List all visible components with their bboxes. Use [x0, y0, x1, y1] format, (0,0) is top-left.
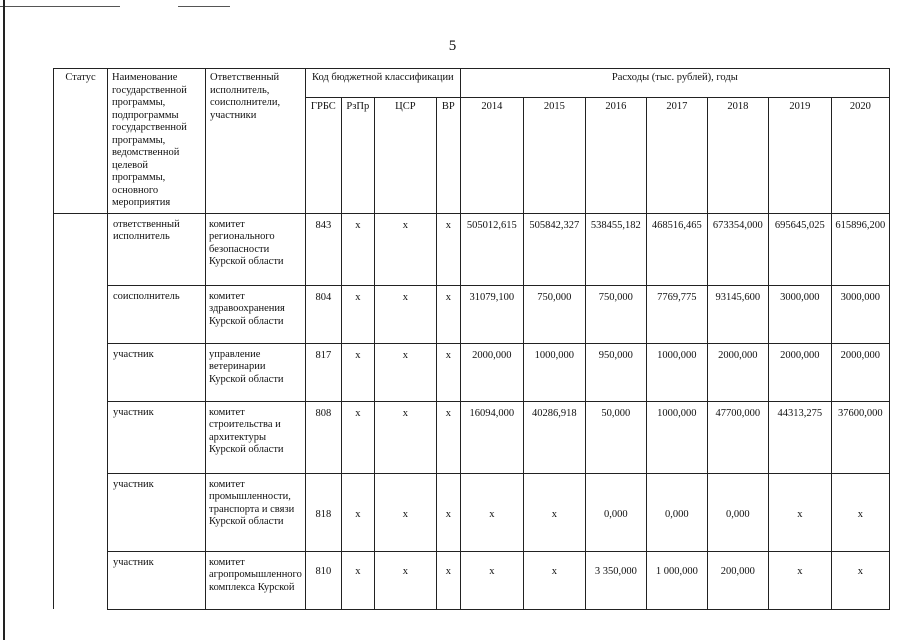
role-cell: участник: [108, 551, 206, 609]
header-csr: ЦСР: [374, 97, 436, 213]
table-row: [54, 343, 890, 401]
vr-cell: x: [436, 473, 460, 551]
header-expenses: Расходы (тыс. рублей), годы: [460, 69, 889, 98]
value-2017: 1000,000: [646, 401, 707, 473]
header-grbs: ГРБС: [305, 97, 341, 213]
grbs-cell: 804: [305, 285, 341, 343]
value-2016: 50,000: [585, 401, 646, 473]
grbs-cell: 843: [305, 213, 341, 285]
rzpr-cell: x: [341, 213, 374, 285]
header-rzpr: РзПр: [341, 97, 374, 213]
value-2016: 0,000: [585, 473, 646, 551]
table-row: [54, 551, 890, 609]
value-2018: 47700,000: [707, 401, 768, 473]
rzpr-cell: x: [341, 401, 374, 473]
value-2019: 44313,275: [768, 401, 831, 473]
csr-cell: x: [374, 213, 436, 285]
value-2015: x: [523, 551, 585, 609]
org-cell: комитет агропромышленного комплекса Курской: [206, 551, 306, 609]
csr-cell: x: [374, 401, 436, 473]
org-cell: комитет здравоохранения Курской области: [206, 285, 306, 343]
value-2015: 750,000: [523, 285, 585, 343]
role-cell: соисполнитель: [108, 285, 206, 343]
role-cell: ответственный исполнитель: [108, 213, 206, 285]
value-2014: 2000,000: [460, 343, 523, 401]
rzpr-cell: x: [341, 551, 374, 609]
vr-cell: x: [436, 285, 460, 343]
csr-cell: x: [374, 551, 436, 609]
rzpr-cell: x: [341, 473, 374, 551]
value-2016: 750,000: [585, 285, 646, 343]
org-cell: комитет строительства и архитектуры Курской области: [206, 401, 306, 473]
value-2015: 505842,327: [523, 213, 585, 285]
status-cell: [54, 213, 108, 609]
value-2020: 3000,000: [831, 285, 889, 343]
header-year-2020: 2020: [831, 97, 889, 213]
role-cell: участник: [108, 401, 206, 473]
table-row: [54, 401, 890, 473]
value-2018: 2000,000: [707, 343, 768, 401]
value-2018: 673354,000: [707, 213, 768, 285]
role-cell: участник: [108, 473, 206, 551]
page-edge-line: [3, 0, 5, 640]
value-2014: x: [460, 551, 523, 609]
value-2018: 93145,600: [707, 285, 768, 343]
value-2019: 3000,000: [768, 285, 831, 343]
rzpr-cell: x: [341, 343, 374, 401]
vr-cell: x: [436, 213, 460, 285]
value-2019: x: [768, 473, 831, 551]
value-2016: 950,000: [585, 343, 646, 401]
budget-table: [53, 68, 890, 610]
header-budget-code: Код бюджетной классификации: [305, 69, 460, 98]
vr-cell: x: [436, 551, 460, 609]
top-rule-left: [0, 6, 120, 7]
value-2019: 695645,025: [768, 213, 831, 285]
value-2020: 37600,000: [831, 401, 889, 473]
value-2014: 505012,615: [460, 213, 523, 285]
org-cell: комитет промышленности, транспорта и связи Курской области: [206, 473, 306, 551]
csr-cell: x: [374, 343, 436, 401]
org-cell: комитет регионального безопасности Курской области: [206, 213, 306, 285]
value-2020: 615896,200: [831, 213, 889, 285]
table-row: [54, 213, 890, 285]
value-2019: x: [768, 551, 831, 609]
value-2017: 0,000: [646, 473, 707, 551]
header-year-2019: 2019: [768, 97, 831, 213]
value-2016: 3 350,000: [585, 551, 646, 609]
value-2018: 200,000: [707, 551, 768, 609]
grbs-cell: 818: [305, 473, 341, 551]
header-year-2017: 2017: [646, 97, 707, 213]
header-year-2016: 2016: [585, 97, 646, 213]
header-executor: Ответственный исполнитель, соисполнители, участники: [206, 69, 306, 214]
page-number: 5: [448, 38, 457, 54]
rzpr-cell: x: [341, 285, 374, 343]
header-vr: ВР: [436, 97, 460, 213]
value-2019: 2000,000: [768, 343, 831, 401]
value-2014: 16094,000: [460, 401, 523, 473]
grbs-cell: 808: [305, 401, 341, 473]
value-2015: x: [523, 473, 585, 551]
table-row: [54, 473, 890, 551]
value-2015: 40286,918: [523, 401, 585, 473]
value-2017: 468516,465: [646, 213, 707, 285]
vr-cell: x: [436, 401, 460, 473]
org-cell: управление ветеринарии Курской области: [206, 343, 306, 401]
grbs-cell: 810: [305, 551, 341, 609]
top-rule-right: [178, 6, 230, 7]
value-2020: 2000,000: [831, 343, 889, 401]
header-status: Статус: [54, 69, 108, 214]
csr-cell: x: [374, 285, 436, 343]
header-year-2014: 2014: [460, 97, 523, 213]
value-2017: 1 000,000: [646, 551, 707, 609]
value-2014: x: [460, 473, 523, 551]
value-2020: x: [831, 473, 889, 551]
value-2016: 538455,182: [585, 213, 646, 285]
header-year-2018: 2018: [707, 97, 768, 213]
csr-cell: x: [374, 473, 436, 551]
header-program-name: Наименование государственной программы, подпрограммы государственной программы, ведомственной целевой программы, основного мероприятия: [108, 69, 206, 214]
table-row: [54, 285, 890, 343]
vr-cell: x: [436, 343, 460, 401]
value-2017: 1000,000: [646, 343, 707, 401]
grbs-cell: 817: [305, 343, 341, 401]
role-cell: участник: [108, 343, 206, 401]
value-2018: 0,000: [707, 473, 768, 551]
value-2017: 7769,775: [646, 285, 707, 343]
value-2020: x: [831, 551, 889, 609]
header-year-2015: 2015: [523, 97, 585, 213]
value-2015: 1000,000: [523, 343, 585, 401]
value-2014: 31079,100: [460, 285, 523, 343]
